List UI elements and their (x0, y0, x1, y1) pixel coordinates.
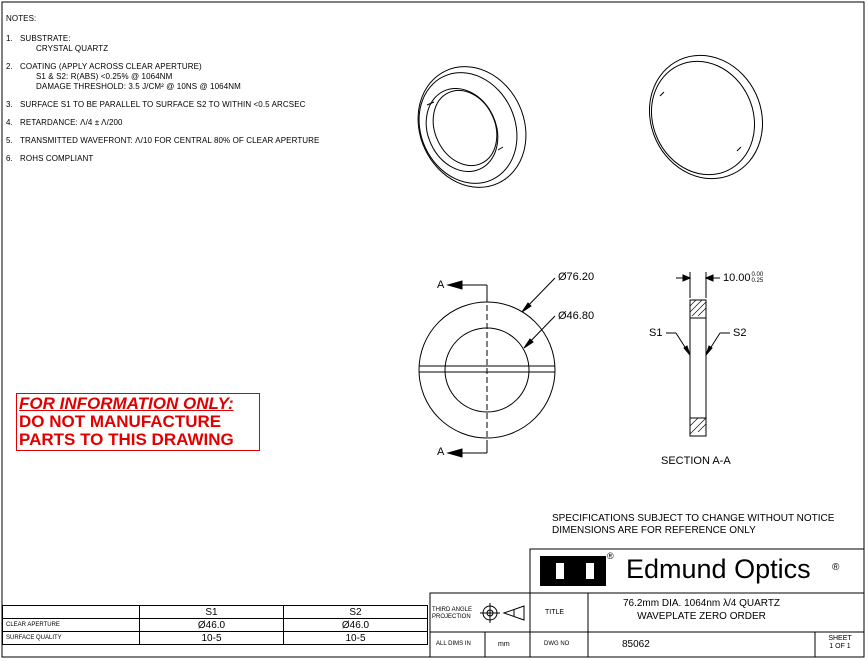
thickness-tol-lower: 0.25 (751, 278, 764, 285)
section-view-label: SECTION A-A (661, 455, 731, 467)
sheet-value: 1 OF 1 (829, 643, 851, 650)
note-line: S1 & S2: R(ABS) <0.25% @ 1064NM (36, 72, 173, 81)
dwg-no-label: DWG NO (544, 641, 570, 647)
warning-line-3: PARTS TO THIS DRAWING (19, 430, 234, 449)
note-5 (6, 136, 320, 146)
spec-notice (552, 513, 834, 537)
section-marker-top: A (437, 279, 445, 291)
section-marker-bottom: A (437, 446, 445, 458)
sheet-block (820, 635, 860, 651)
note-number: 1. (6, 34, 13, 43)
logo-registered-mark: ® (607, 551, 614, 561)
units-label: ALL DIMS IN (436, 641, 471, 647)
isometric-view-back (630, 37, 783, 198)
projection-label (432, 607, 472, 621)
isometric-view-front (399, 49, 546, 205)
front-view (419, 278, 555, 457)
registered-mark: ® (832, 562, 840, 573)
note-line: SURFACE S1 TO BE PARALLEL TO SURFACE S2 TO WITHIN <0.5 ARCSEC (20, 100, 306, 109)
table-row-label: CLEAR APERTURE (3, 619, 140, 632)
surface-s2-label: S2 (733, 327, 747, 339)
note-line: TRANSMITTED WAVEFRONT: Λ/10 FOR CENTRAL 80% OF CLEAR APERTURE (20, 136, 320, 145)
surface-spec-table (2, 605, 428, 645)
section-view (666, 272, 730, 436)
note-line: CRYSTAL QUARTZ (36, 44, 109, 53)
table-cell: 10-5 (284, 632, 428, 645)
notes-block (6, 14, 320, 172)
note-number: 6. (6, 154, 13, 163)
thickness-dimension (723, 272, 763, 284)
note-4 (6, 118, 320, 128)
thickness-nominal: 10.00 (723, 272, 751, 284)
sheet-label: SHEET (828, 635, 852, 642)
drawing-title (588, 597, 815, 623)
table-row (3, 619, 428, 632)
table-header-s2: S2 (284, 606, 428, 619)
note-3 (6, 100, 320, 110)
notes-title: NOTES: (6, 14, 37, 23)
note-line: RETARDANCE: Λ/4 ± Λ/200 (20, 118, 123, 127)
table-row-label: SURFACE QUALITY (3, 632, 140, 645)
note-number: 3. (6, 100, 13, 109)
thickness-tol-upper: 0.00 (751, 272, 764, 279)
note-line: DAMAGE THRESHOLD: 3.5 J/CM² @ 10NS @ 1064NM (36, 82, 241, 91)
note-line: SUBSTRATE: (20, 34, 71, 43)
table-cell: Ø46.0 (284, 619, 428, 632)
spec-notice-line-1: SPECIFICATIONS SUBJECT TO CHANGE WITHOUT NOTICE (552, 513, 835, 524)
table-row (3, 632, 428, 645)
warning-line-1: FOR INFORMATION ONLY: (19, 394, 234, 413)
note-line: COATING (APPLY ACROSS CLEAR APERTURE) (20, 62, 202, 71)
note-number: 2. (6, 62, 13, 71)
note-2 (6, 62, 320, 92)
projection-label-line-2: PROJECTION (432, 614, 471, 620)
note-1 (6, 34, 320, 54)
surface-s1-label: S1 (649, 327, 663, 339)
note-number: 5. (6, 136, 13, 145)
table-header-row (3, 606, 428, 619)
table-cell: Ø46.0 (140, 619, 284, 632)
drawing-title-line-1: 76.2mm DIA. 1064nm λ/4 QUARTZ (622, 598, 781, 609)
units-value: mm (498, 641, 510, 648)
inner-diameter-dimension: Ø46.80 (558, 310, 595, 322)
dwg-no-value: 85062 (622, 639, 650, 650)
projection-label-line-1: THIRD ANGLE (432, 607, 473, 613)
title-label: TITLE (545, 609, 565, 616)
table-header-s1: S1 (140, 606, 284, 619)
outer-diameter-dimension: Ø76.20 (558, 271, 595, 283)
edmund-optics-logo-icon (540, 556, 606, 586)
note-number: 4. (6, 118, 13, 127)
info-only-warning (16, 393, 260, 451)
spec-notice-line-2: DIMENSIONS ARE FOR REFERENCE ONLY (552, 525, 756, 536)
note-line: ROHS COMPLIANT (20, 154, 94, 163)
table-corner-cell (3, 606, 140, 619)
table-cell: 10-5 (140, 632, 284, 645)
warning-line-2: DO NOT MANUFACTURE (19, 412, 222, 431)
drawing-title-line-2: WAVEPLATE ZERO ORDER (637, 611, 766, 622)
note-6 (6, 154, 320, 164)
company-name: Edmund Optics (626, 554, 811, 584)
